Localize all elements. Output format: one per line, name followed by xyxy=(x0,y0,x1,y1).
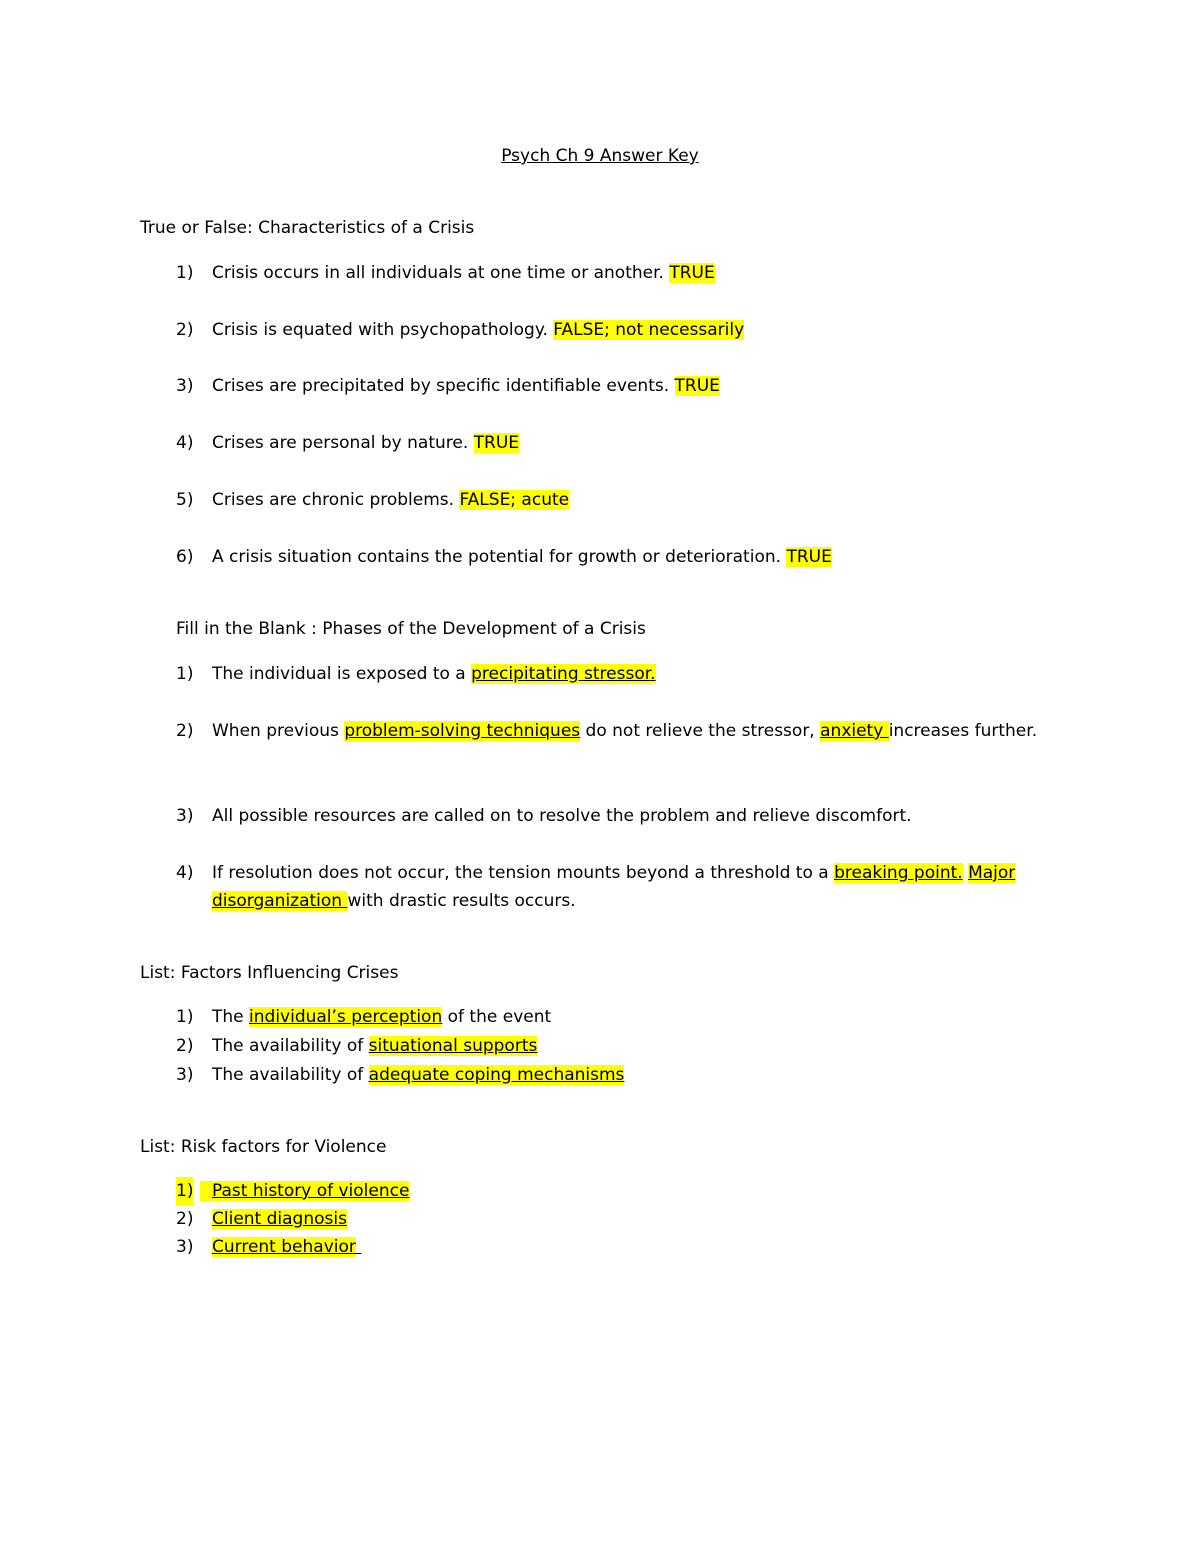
answer-highlight: breaking point. xyxy=(834,863,963,883)
answer-highlight: Current behavior xyxy=(212,1237,356,1257)
item-text xyxy=(356,1237,361,1257)
answer-highlight: precipitating stressor. xyxy=(471,664,656,684)
item-text: with drastic results occurs. xyxy=(347,891,576,911)
list-item xyxy=(176,717,1076,745)
item-number: 2) xyxy=(176,320,194,340)
item-number: 6) xyxy=(176,547,194,567)
item-text: The individual is exposed to a xyxy=(212,664,472,684)
item-text: A crisis situation contains the potential for growth or deterioration. xyxy=(212,547,787,567)
item-text: If resolution does not occur, the tension mounts beyond a threshold to a xyxy=(212,863,835,883)
item-text: Crisis occurs in all individuals at one time or another. xyxy=(212,263,670,283)
item-number: 1) xyxy=(176,1177,193,1205)
answer-highlight: TRUE xyxy=(674,376,720,396)
section-heading-risk-factors: List: Risk factors for Violence xyxy=(140,1137,387,1157)
item-text: Crises are personal by nature. xyxy=(212,433,474,453)
list-item xyxy=(176,543,1076,571)
answer-highlight: adequate coping mechanisms xyxy=(368,1065,625,1085)
item-number: 2) xyxy=(176,1209,194,1229)
list-item xyxy=(176,1003,1076,1031)
answer-highlight: anxiety xyxy=(820,721,889,741)
item-number: 3) xyxy=(176,806,194,826)
list-item xyxy=(176,316,1076,344)
item-number: 3) xyxy=(176,1237,194,1257)
item-number: 3) xyxy=(176,376,194,396)
item-text: The xyxy=(212,1007,250,1027)
answer-highlight: TRUE xyxy=(786,547,832,567)
item-number: 3) xyxy=(176,1065,194,1085)
item-text: The availability of xyxy=(212,1036,369,1056)
answer-highlight: FALSE; not necessarily xyxy=(553,320,745,340)
answer-highlight: TRUE xyxy=(669,263,715,283)
answer-highlight: problem-solving techniques xyxy=(344,721,581,741)
list-item xyxy=(176,429,1076,457)
item-number: 1) xyxy=(176,263,194,283)
answer-highlight: TRUE xyxy=(473,433,520,453)
item-text: All possible resources are called on to resolve the problem and relieve discomfort. xyxy=(212,806,912,826)
section-heading-true-false: True or False: Characteristics of a Crisis xyxy=(140,218,475,238)
item-number: 4) xyxy=(176,433,194,453)
section-heading-fill-in: Fill in the Blank : Phases of the Development of a Crisis xyxy=(176,619,646,639)
list-item xyxy=(176,1061,1076,1089)
item-text: When previous xyxy=(212,721,345,741)
item-number: 1) xyxy=(176,1007,194,1027)
answer-highlight: situational supports xyxy=(368,1036,538,1056)
item-number: 2) xyxy=(176,721,194,741)
item-text: Crises are precipitated by specific identifiable events. xyxy=(212,376,675,396)
list-item xyxy=(176,1177,1076,1205)
list-item xyxy=(176,486,1076,514)
section-heading-factors: List: Factors Influencing Crises xyxy=(140,963,399,983)
list-item xyxy=(176,1032,1076,1060)
item-text: increases further. xyxy=(888,721,1038,741)
list-item xyxy=(176,859,1056,915)
item-number: 4) xyxy=(176,863,194,883)
document-title: Psych Ch 9 Answer Key xyxy=(501,146,699,166)
item-text: Crisis is equated with psychopathology. xyxy=(212,320,554,340)
list-item xyxy=(176,259,1076,287)
list-item xyxy=(176,1205,1076,1233)
answer-highlight: FALSE; acute xyxy=(459,490,570,510)
list-item xyxy=(176,660,1076,688)
answer-highlight: Client diagnosis xyxy=(212,1209,347,1229)
item-number: 1) xyxy=(176,664,194,684)
list-item xyxy=(176,1233,1076,1261)
item-text: Crises are chronic problems. xyxy=(212,490,460,510)
item-text: of the event xyxy=(442,1007,552,1027)
item-text: The availability of xyxy=(212,1065,369,1085)
answer-highlight: Major disorganization xyxy=(212,863,1016,911)
item-number: 5) xyxy=(176,490,194,510)
answer-highlight: individual’s perception xyxy=(249,1007,443,1027)
item-text: do not relieve the stressor, xyxy=(580,721,821,741)
list-item xyxy=(176,372,1076,400)
item-number: 2) xyxy=(176,1036,194,1056)
list-item xyxy=(176,802,1076,830)
answer-highlight: Past history of violence xyxy=(200,1181,409,1201)
